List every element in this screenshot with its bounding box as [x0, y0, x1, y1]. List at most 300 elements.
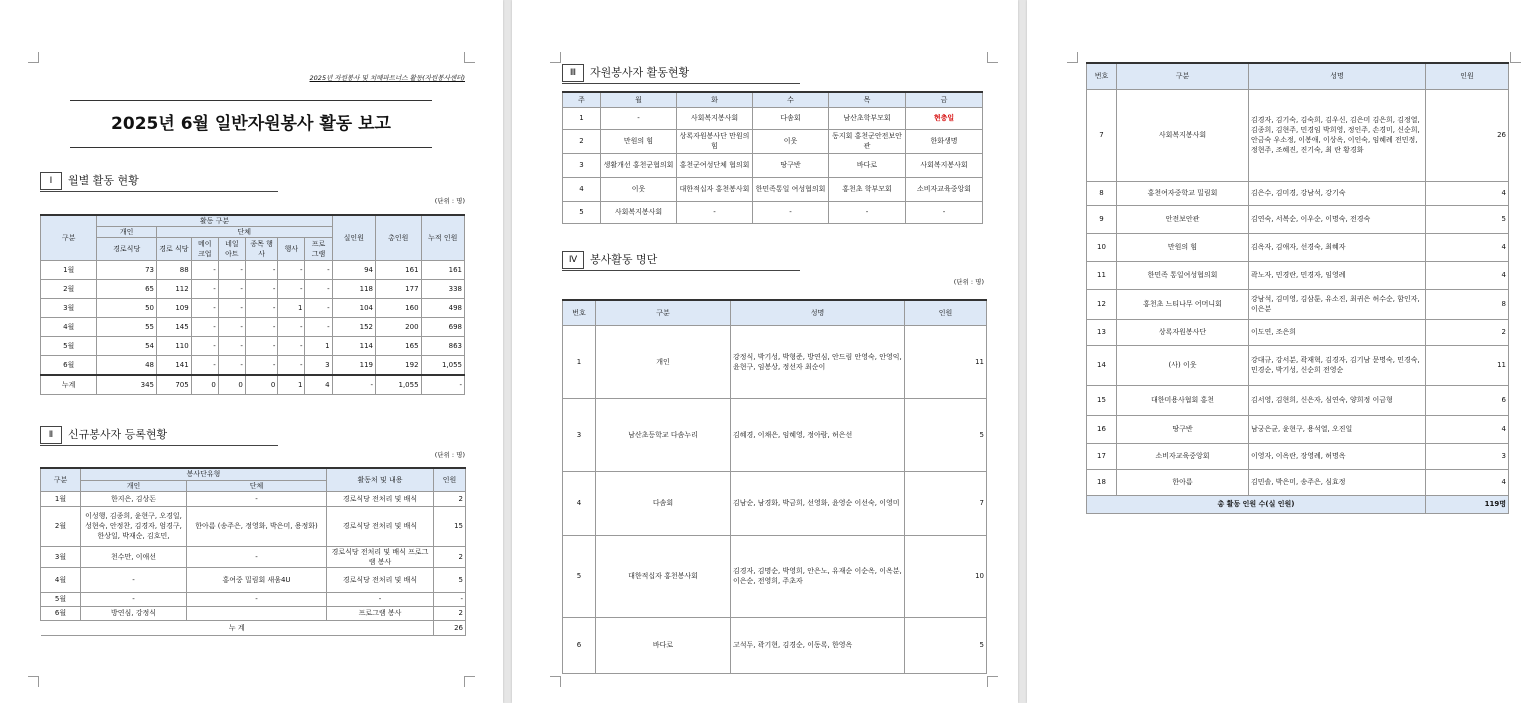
crop-mark: [464, 676, 475, 687]
count-cell: 4: [1426, 181, 1509, 205]
table-row: [563, 107, 983, 129]
section-title: 봉사활동 명단: [590, 253, 658, 266]
group-name: 개인: [596, 325, 731, 398]
month-cell: 3월: [41, 546, 81, 567]
names-cell: [1249, 233, 1426, 261]
table-row: [1087, 205, 1509, 233]
section-title: 신규봉사자 등록현황: [68, 428, 168, 441]
group-cell: 홍여중 밀림회 새움4U: [187, 567, 327, 592]
value-cell: 112: [157, 280, 192, 299]
group-name: (사) 이웃: [1117, 345, 1249, 385]
value-cell: -: [305, 261, 332, 280]
header-real: 실인원: [332, 215, 375, 261]
place-cell: 경로식당 전처리 및 배식: [327, 506, 434, 546]
schedule-cell: 남산초학부모회: [829, 107, 906, 129]
names-cell: [1249, 469, 1426, 495]
value-cell: 141: [157, 356, 192, 375]
group-name: 대한미용사협회 홍천: [1117, 385, 1249, 415]
value-cell: 118: [332, 280, 375, 299]
page-1: [0, 0, 503, 703]
volunteer-list-body: [563, 325, 987, 673]
value-cell: 4: [305, 375, 332, 395]
value-cell: -: [245, 356, 278, 375]
unit-label: (단위 : 명): [434, 197, 465, 205]
value-cell: -: [218, 261, 245, 280]
names-text: 이도연, 조은희: [1251, 328, 1297, 336]
value-cell: 705: [157, 375, 192, 395]
table-row: [1087, 89, 1509, 181]
value-cell: 345: [97, 375, 157, 395]
month-cell: 5월: [41, 337, 97, 356]
names-text: 강대규, 강서분, 곽재혁, 김경자, 김기남 문명숙, 민경숙, 민경순, 박기성, 신순희 전영순: [1251, 356, 1420, 374]
names-cell: [731, 325, 905, 398]
row-number: 3: [563, 398, 596, 471]
names-text: 강남석, 김미영, 김삼툰, 유소진, 최귀은 허수순, 함인자, 이은분: [1251, 295, 1420, 313]
crop-mark: [28, 676, 39, 687]
table-row: [41, 299, 465, 318]
table-row: [41, 375, 465, 395]
schedule-cell: 사회복지봉사회: [677, 107, 753, 129]
schedule-cell: 이웃: [753, 129, 829, 153]
page-2: [512, 0, 1018, 703]
schedule-cell: 현충일: [906, 107, 983, 129]
section-number: Ⅱ: [40, 426, 62, 444]
group-name: 만원의 힘: [1117, 233, 1249, 261]
week-cell: 4: [563, 177, 601, 201]
count-cell: -: [434, 592, 466, 606]
crop-mark: [464, 52, 475, 63]
count-cell: 5: [1426, 205, 1509, 233]
value-cell: 498: [421, 299, 464, 318]
value-cell: -: [191, 261, 218, 280]
count-cell: 7: [905, 471, 987, 535]
row-number: 1: [563, 325, 596, 398]
names-text: 강정식, 박기성, 박형준, 방연심, 안드림 안영숙, 안영익, 윤현구, 임봉상, 정선자 최순이: [733, 352, 902, 371]
crop-mark: [1510, 52, 1521, 63]
value-cell: 160: [376, 299, 422, 318]
value-cell: 200: [376, 318, 422, 337]
month-cell: 2월: [41, 506, 81, 546]
header-place: 활동처 및 내용: [327, 468, 434, 491]
count-cell: 6: [1426, 385, 1509, 415]
month-cell: 5월: [41, 592, 81, 606]
row-number: 15: [1087, 385, 1117, 415]
value-cell: 1,055: [376, 375, 422, 395]
value-cell: -: [332, 375, 375, 395]
weekday-header: 화: [677, 92, 753, 107]
volunteer-list-body-continued: [1087, 89, 1509, 495]
group-cell: [187, 606, 327, 620]
schedule-cell: -: [677, 201, 753, 223]
table-row: [1087, 233, 1509, 261]
names-cell: [1249, 89, 1426, 181]
individual-cell: 천수만, 이애선: [81, 546, 187, 567]
value-cell: 114: [332, 337, 375, 356]
names-cell: [1249, 345, 1426, 385]
schedule-cell: 사회복지봉사회: [601, 201, 677, 223]
names-text: 김옥자, 김애자, 선경숙, 최혜자: [1251, 243, 1346, 251]
month-cell: 3월: [41, 299, 97, 318]
value-cell: -: [305, 318, 332, 337]
table-row: [41, 337, 465, 356]
header-type: 봉사단유형: [81, 468, 327, 480]
schedule-cell: 홍천초 학부모회: [829, 177, 906, 201]
value-cell: -: [278, 337, 305, 356]
crop-mark: [987, 52, 998, 63]
names-cell: [731, 471, 905, 535]
count-cell: 26: [1426, 89, 1509, 181]
header-cumulative: 누적 인원: [421, 215, 464, 261]
group-name: 한민족 통일여성협의회: [1117, 261, 1249, 289]
value-cell: -: [245, 318, 278, 337]
value-cell: 73: [97, 261, 157, 280]
table-row: [1087, 415, 1509, 443]
header-group: 단체: [187, 480, 327, 491]
weekly-header-row: [563, 92, 983, 107]
names-text: 김연숙, 서복순, 이우순, 이명숙, 전경숙: [1251, 215, 1371, 223]
section-number: Ⅳ: [562, 251, 584, 269]
place-cell: 경로식당 전처리 및 배식 프로그램 봉사: [327, 546, 434, 567]
value-cell: -: [245, 261, 278, 280]
individual-cell: 이성행, 김종희, 윤현구, 오경일, 성현숙, 안정찬, 김경자, 엄경구, 한상일, 박재순, 김호민,: [81, 506, 187, 546]
group-name: 한아름: [1117, 469, 1249, 495]
row-number: 8: [1087, 181, 1117, 205]
value-cell: -: [278, 356, 305, 375]
value-cell: -: [218, 299, 245, 318]
count-cell: 2: [434, 606, 466, 620]
group-name: 사회복지봉사회: [1117, 89, 1249, 181]
names-text: 김민솔, 박은미, 송주은, 심효정: [1251, 478, 1346, 486]
schedule-cell: -: [753, 201, 829, 223]
week-cell: 2: [563, 129, 601, 153]
schedule-cell: 한화생명: [906, 129, 983, 153]
unit-label: (단위 : 명): [434, 451, 465, 459]
count-cell: 11: [1426, 345, 1509, 385]
value-cell: 177: [376, 280, 422, 299]
value-cell: 3: [305, 356, 332, 375]
names-cell: [731, 398, 905, 471]
value-cell: 1: [278, 299, 305, 318]
count-cell: 15: [434, 506, 466, 546]
group-name: 남산초등학교 다솜누리: [596, 398, 731, 471]
group-name: 대한적십자 홍천봉사회: [596, 535, 731, 617]
value-cell: 863: [421, 337, 464, 356]
table-row: [563, 177, 983, 201]
value-cell: 104: [332, 299, 375, 318]
schedule-cell: 사회복지봉사회: [906, 153, 983, 177]
grand-total-label: 총 활동 인원 수(실 인원): [1087, 495, 1426, 513]
list-header: 성명: [731, 300, 905, 325]
total-label: 누 계: [41, 620, 434, 635]
group-cell: -: [187, 491, 327, 506]
value-cell: -: [218, 356, 245, 375]
place-cell: 프로그램 봉사: [327, 606, 434, 620]
volunteer-list-table-continued: [1086, 62, 1509, 514]
value-cell: 0: [245, 375, 278, 395]
value-cell: -: [191, 356, 218, 375]
section-number: Ⅲ: [562, 64, 584, 82]
value-cell: 0: [218, 375, 245, 395]
section-underline: [562, 270, 800, 271]
table-row: [563, 325, 987, 398]
table-row: [563, 153, 983, 177]
header-count: 인원: [434, 468, 466, 491]
weekly-activity-body: [563, 107, 983, 223]
names-cell: [1249, 261, 1426, 289]
row-number: 14: [1087, 345, 1117, 385]
names-cell: [1249, 443, 1426, 469]
table-row: [1087, 443, 1509, 469]
names-text: 김경자, 김기숙, 김숙희, 김우신, 김은미 김은희, 김정열, 김종희, 김현주, 민경임 박희영, 정인주, 손경미, 신순희, 안금숙 우소정, 이봉애, 이상옥, 이인숙, 임혜례 전민정, 정현주, 조혜진, 진기숙, 최 란 황경화: [1251, 116, 1420, 154]
value-cell: -: [278, 318, 305, 337]
count-cell: 3: [1426, 443, 1509, 469]
list-header: 인원: [905, 300, 987, 325]
row-number: 12: [1087, 289, 1117, 319]
place-cell: 경로식당 전처리 및 배식: [327, 567, 434, 592]
weekday-header: 월: [601, 92, 677, 107]
section-3-heading: [562, 64, 689, 81]
group-name: 안전보안관: [1117, 205, 1249, 233]
header-col: 메이 크업: [191, 238, 218, 261]
value-cell: 65: [97, 280, 157, 299]
month-cell: 누계: [41, 375, 97, 395]
list-header: 성명: [1249, 63, 1426, 89]
value-cell: 109: [157, 299, 192, 318]
table-row: [41, 567, 466, 592]
row-number: 6: [563, 617, 596, 673]
schedule-cell: 이웃: [601, 177, 677, 201]
names-text: 곽노자, 민경란, 민경자, 임영례: [1251, 271, 1346, 279]
value-cell: 50: [97, 299, 157, 318]
value-cell: 152: [332, 318, 375, 337]
header-group: 단체: [157, 227, 333, 238]
schedule-cell: -: [906, 201, 983, 223]
names-text: 김남순, 남경화, 박금희, 선영화, 윤영순 이선숙, 이영미: [733, 499, 900, 507]
value-cell: -: [245, 280, 278, 299]
value-cell: 54: [97, 337, 157, 356]
volunteer-list-table: [562, 299, 987, 674]
weekday-header: 수: [753, 92, 829, 107]
count-cell: 2: [434, 546, 466, 567]
count-cell: 10: [905, 535, 987, 617]
table-row: [41, 261, 465, 280]
table-row: [1087, 319, 1509, 345]
grand-total-count: 119명: [1426, 495, 1509, 513]
schedule-cell: 대한적십자 홍천봉사회: [677, 177, 753, 201]
value-cell: 88: [157, 261, 192, 280]
header-col: 종목 행사: [245, 238, 278, 261]
row-number: 10: [1087, 233, 1117, 261]
count-cell: 5: [905, 398, 987, 471]
value-cell: 110: [157, 337, 192, 356]
names-text: 김혜경, 이채은, 임혜영, 정아람, 허은선: [733, 430, 853, 439]
value-cell: -: [218, 318, 245, 337]
schedule-cell: 다솜회: [753, 107, 829, 129]
section-1-heading: [40, 172, 139, 189]
week-cell: 1: [563, 107, 601, 129]
names-cell: [731, 535, 905, 617]
header-col: 경로식당: [97, 238, 157, 261]
weekly-activity-table: [562, 91, 983, 224]
list-header: 구분: [1117, 63, 1249, 89]
section-title: 월별 활동 현황: [68, 174, 139, 187]
table-row: [41, 606, 466, 620]
week-cell: 5: [563, 201, 601, 223]
crop-mark: [1067, 52, 1078, 63]
value-cell: 161: [376, 261, 422, 280]
group-name: 홍천여자중학교 밀림회: [1117, 181, 1249, 205]
table-row: [41, 318, 465, 337]
value-cell: 192: [376, 356, 422, 375]
table-row: [41, 356, 465, 375]
value-cell: -: [278, 261, 305, 280]
table-row: [1087, 469, 1509, 495]
group-name: 상록자원봉사단: [1117, 319, 1249, 345]
names-text: 김은수, 김미경, 강남석, 강기숙: [1251, 189, 1346, 197]
header-gubun: 구분: [41, 215, 97, 261]
title-box: [70, 100, 432, 148]
row-number: 18: [1087, 469, 1117, 495]
month-cell: 2월: [41, 280, 97, 299]
value-cell: 165: [376, 337, 422, 356]
names-cell: [1249, 205, 1426, 233]
crop-mark: [550, 676, 561, 687]
row-number: 17: [1087, 443, 1117, 469]
month-cell: 4월: [41, 567, 81, 592]
row-number: 13: [1087, 319, 1117, 345]
new-volunteer-table: [40, 467, 466, 636]
month-cell: 6월: [41, 606, 81, 620]
crop-mark: [28, 52, 39, 63]
names-text: 김서영, 김현희, 신은자, 심연숙, 양희정 이금형: [1251, 396, 1393, 404]
individual-cell: 방연심, 강정식: [81, 606, 187, 620]
header-col: 네일 아트: [218, 238, 245, 261]
section-2-heading: [40, 426, 167, 443]
value-cell: 1,055: [421, 356, 464, 375]
names-cell: [1249, 181, 1426, 205]
place-cell: -: [327, 592, 434, 606]
schedule-cell: 동지회 홍천군안전보안관: [829, 129, 906, 153]
names-text: 고석두, 곽기현, 김경순, 이동록, 한영옥: [733, 641, 853, 649]
names-cell: [731, 617, 905, 673]
value-cell: -: [218, 280, 245, 299]
names-cell: [1249, 289, 1426, 319]
count-cell: 4: [1426, 415, 1509, 443]
list-header-row: [1087, 63, 1509, 89]
schedule-cell: -: [829, 201, 906, 223]
table-row: [41, 491, 466, 506]
place-cell: 경로식당 전처리 및 배식: [327, 491, 434, 506]
schedule-cell: 소비자교육중앙회: [906, 177, 983, 201]
value-cell: 698: [421, 318, 464, 337]
names-cell: [1249, 415, 1426, 443]
table-row: [563, 201, 983, 223]
unit-label: (단위 : 명): [953, 278, 984, 286]
section-number: Ⅰ: [40, 172, 62, 190]
table-row: [41, 506, 466, 546]
schedule-cell: 생활개선 홍천군협의회: [601, 153, 677, 177]
header-gubun: 구분: [41, 468, 81, 491]
list-header: 번호: [1087, 63, 1117, 89]
count-cell: 4: [1426, 233, 1509, 261]
group-name: 바다로: [596, 617, 731, 673]
table-row: [1087, 181, 1509, 205]
table-row: [563, 617, 987, 673]
count-cell: 2: [1426, 319, 1509, 345]
total-count: 26: [434, 620, 466, 635]
section-underline: [40, 191, 278, 192]
table-row: [1087, 385, 1509, 415]
value-cell: -: [245, 337, 278, 356]
value-cell: -: [278, 280, 305, 299]
crop-mark: [550, 52, 561, 63]
row-number: 9: [1087, 205, 1117, 233]
value-cell: 1: [305, 337, 332, 356]
value-cell: -: [421, 375, 464, 395]
list-header: 구분: [596, 300, 731, 325]
value-cell: 55: [97, 318, 157, 337]
names-cell: [1249, 385, 1426, 415]
month-cell: 6월: [41, 356, 97, 375]
crop-mark: [987, 676, 998, 687]
table-row: [1087, 261, 1509, 289]
table-row: [563, 471, 987, 535]
week-cell: 3: [563, 153, 601, 177]
row-number: 5: [563, 535, 596, 617]
page-title: 2025년 6월 일반자원봉사 활동 보고: [111, 114, 391, 134]
count-cell: 2: [434, 491, 466, 506]
group-cell: -: [187, 592, 327, 606]
table-row: [41, 546, 466, 567]
count-cell: 11: [905, 325, 987, 398]
header-col: 경로 식당: [157, 238, 192, 261]
count-cell: 5: [434, 567, 466, 592]
value-cell: 48: [97, 356, 157, 375]
list-header-row: [563, 300, 987, 325]
count-cell: 4: [1426, 261, 1509, 289]
list-header: 번호: [563, 300, 596, 325]
value-cell: -: [191, 337, 218, 356]
weekday-header: 주: [563, 92, 601, 107]
individual-cell: -: [81, 592, 187, 606]
section-underline: [562, 83, 800, 84]
value-cell: -: [305, 299, 332, 318]
group-name: 소비자교육중앙회: [1117, 443, 1249, 469]
schedule-cell: 만원의 힘: [601, 129, 677, 153]
value-cell: 0: [191, 375, 218, 395]
header-col: 프로 그램: [305, 238, 332, 261]
table-row: [563, 398, 987, 471]
weekday-header: 목: [829, 92, 906, 107]
value-cell: 338: [421, 280, 464, 299]
group-name: 홍천초 느티나무 어머니회: [1117, 289, 1249, 319]
header-individual: 개인: [97, 227, 157, 238]
header-individual: 개인: [81, 480, 187, 491]
count-cell: 4: [1426, 469, 1509, 495]
table-row: [1087, 289, 1509, 319]
table-row: [563, 129, 983, 153]
group-name: 땅구반: [1117, 415, 1249, 443]
header-note: 2025년 자원봉사 및 치매파트너스 활동(자원봉사센터): [309, 74, 465, 82]
schedule-cell: 상록자원봉사단 만원의 힘: [677, 129, 753, 153]
table-row: [41, 592, 466, 606]
group-name: 다솜회: [596, 471, 731, 535]
value-cell: 145: [157, 318, 192, 337]
names-text: 김경자, 김명순, 박영희, 안은노, 유재순 이순옥, 이옥분, 이은순, 전영희, 주초자: [733, 567, 902, 585]
header-total: 총인원: [376, 215, 422, 261]
header-activity: 활동 구분: [97, 215, 332, 227]
schedule-cell: 바다로: [829, 153, 906, 177]
